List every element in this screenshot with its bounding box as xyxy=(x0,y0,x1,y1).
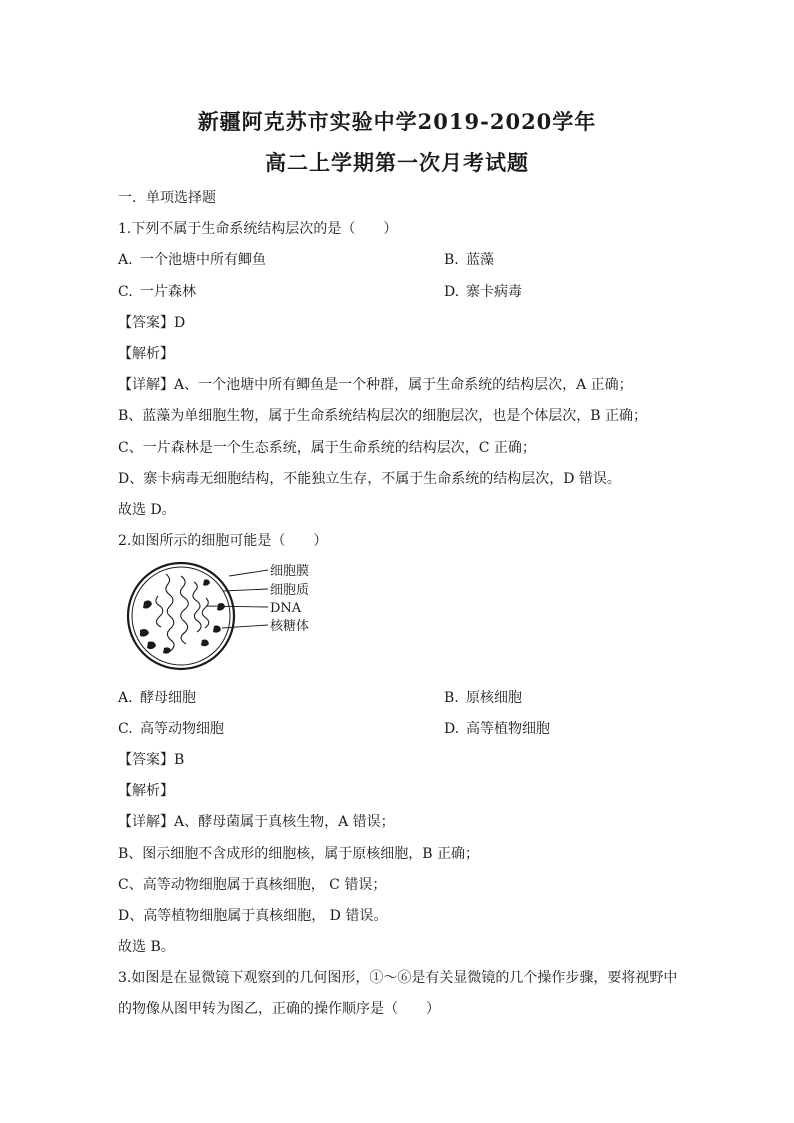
option-text: 一个池塘中所有鲫鱼 xyxy=(140,252,266,268)
q1-option-a xyxy=(118,249,266,269)
ribosome xyxy=(163,647,171,653)
q3-stem-line1: 3.如图是在显微镜下观察到的几何图形，①～⑥是有关显微镜的几个操作步骤，要将视野中 xyxy=(118,970,678,986)
q2-answer: 【答案】B xyxy=(118,752,185,768)
option-letter: D. xyxy=(444,721,460,737)
q1-explain-line: D、寨卡病毒无细胞结构，不能独立生存，不属于生命系统的结构层次，D 错误。 xyxy=(118,471,621,487)
option-letter: B. xyxy=(444,252,459,268)
section-heading: 一．单项选择题 xyxy=(118,190,216,206)
ribosome xyxy=(217,603,225,611)
ribosome xyxy=(203,579,210,585)
leader-line-dna xyxy=(206,606,268,607)
label-dna: DNA xyxy=(270,601,302,616)
label-cell-membrane: 细胞膜 xyxy=(270,564,310,579)
q2-explain-line: C、高等动物细胞属于真核细胞， C 错误； xyxy=(118,877,387,893)
option-letter: C. xyxy=(118,721,133,737)
q3-stem-line2: 的物像从图甲转为图乙，正确的操作顺序是（ ） xyxy=(118,1001,440,1017)
option-text: 原核细胞 xyxy=(466,690,522,706)
q2-option-a xyxy=(118,687,196,707)
q2-stem: 2.如图所示的细胞可能是（ ） xyxy=(118,533,328,549)
exam-title-line1: 新疆阿克苏市实验中学2019-2020学年 xyxy=(197,109,597,134)
ribosome xyxy=(213,626,221,633)
q2-explain-line: B、图示细胞不含成形的细胞核，属于原核细胞，B 正确； xyxy=(118,846,480,862)
ribosome xyxy=(140,629,149,637)
q1-explain-line: B、蓝藻为单细胞生物，属于生命系统结构层次的细胞层次，也是个体层次，B 正确； xyxy=(118,408,648,424)
cell-illustration xyxy=(126,556,356,678)
option-text: 一片森林 xyxy=(140,284,196,300)
dna-strand xyxy=(202,598,209,628)
q1-explain-line: 【详解】A、一个池塘中所有鲫鱼是一个种群，属于生命系统的结构层次，A 正确； xyxy=(118,377,633,393)
option-text: 高等动物细胞 xyxy=(140,721,224,737)
q2-explain-line: D、高等植物细胞属于真核细胞， D 错误。 xyxy=(118,908,388,924)
q1-stem: 1.下列不属于生命系统结构层次的是（ ） xyxy=(118,221,398,237)
option-letter: D. xyxy=(444,284,460,300)
dna-strand xyxy=(156,596,163,627)
leader-line-cytoplasm xyxy=(223,589,268,591)
option-letter: B. xyxy=(444,690,459,706)
leader-line-membrane xyxy=(229,570,268,576)
q1-analysis-label: 【解析】 xyxy=(118,346,174,362)
option-letter: A. xyxy=(118,690,133,706)
dna-strand xyxy=(180,576,188,644)
q1-answer: 【答案】D xyxy=(118,315,186,331)
q1-option-c xyxy=(118,281,196,301)
exam-title-line2: 高二上学期第一次月考试题 xyxy=(265,150,529,175)
option-text: 寨卡病毒 xyxy=(466,284,522,300)
option-text: 高等植物细胞 xyxy=(466,721,550,737)
option-text: 蓝藻 xyxy=(466,252,494,268)
q2-analysis-label: 【解析】 xyxy=(118,783,174,799)
q2-conclusion: 故选 B。 xyxy=(118,939,175,955)
q1-option-b xyxy=(444,249,494,269)
option-letter: A. xyxy=(118,252,133,268)
ribosome xyxy=(143,600,152,608)
q1-conclusion: 故选 D。 xyxy=(118,502,176,518)
option-text: 酵母细胞 xyxy=(140,690,196,706)
q2-explain-line: 【详解】A、酵母菌属于真核生物，A 错误； xyxy=(118,814,395,830)
prokaryotic-cell-diagram xyxy=(126,556,356,678)
q1-option-d xyxy=(444,281,522,301)
ribosome xyxy=(147,642,156,650)
dna-strand xyxy=(166,574,174,651)
label-ribosome: 核糖体 xyxy=(270,619,310,634)
q2-option-b xyxy=(444,687,522,707)
label-cytoplasm: 细胞质 xyxy=(270,583,310,598)
q1-explain-line: C、一片森林是一个生态系统，属于生命系统的结构层次，C 正确； xyxy=(118,440,536,456)
q2-option-c xyxy=(118,718,224,738)
option-letter: C. xyxy=(118,284,133,300)
q2-option-d xyxy=(444,718,550,738)
ribosome xyxy=(201,640,209,647)
dna-strand xyxy=(193,582,201,632)
